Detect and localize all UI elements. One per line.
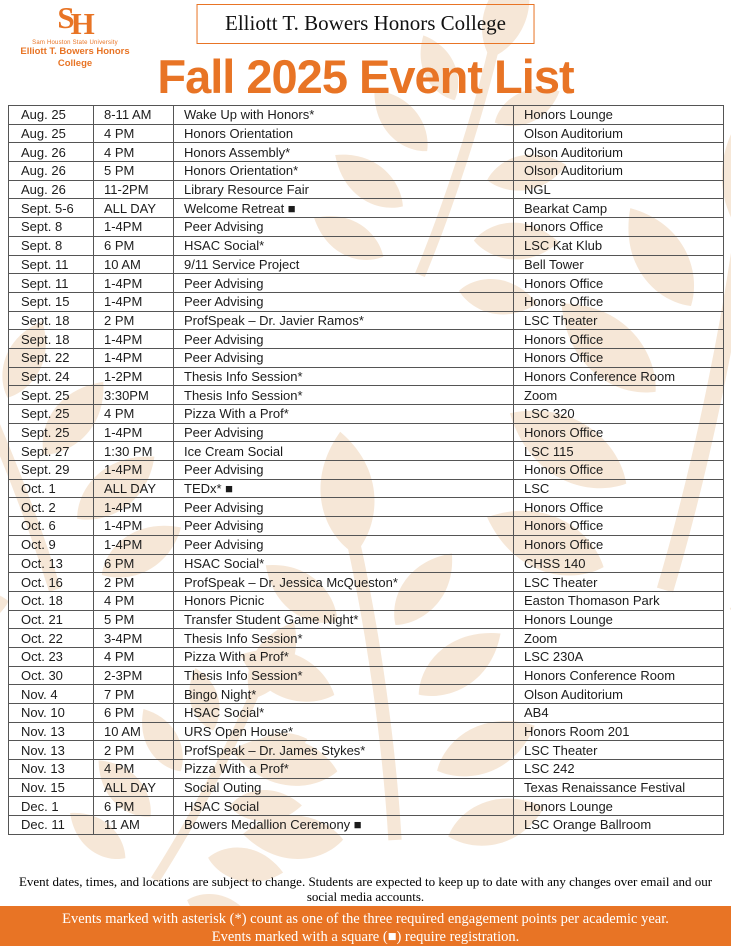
event-location: Honors Lounge <box>514 106 724 125</box>
event-event: Peer Advising <box>174 423 514 442</box>
table-row <box>9 106 724 125</box>
table-row <box>9 124 724 143</box>
event-location: LSC 230A <box>514 647 724 666</box>
event-event: Bowers Medallion Ceremony ■ <box>174 816 514 835</box>
event-location: Bell Tower <box>514 255 724 274</box>
table-row <box>9 797 724 816</box>
event-date: Sept. 8 <box>9 236 94 255</box>
event-date: Aug. 26 <box>9 180 94 199</box>
event-time: ALL DAY <box>94 199 174 218</box>
event-date: Sept. 8 <box>9 218 94 237</box>
event-event: Peer Advising <box>174 498 514 517</box>
event-event: Social Outing <box>174 778 514 797</box>
event-date: Oct. 16 <box>9 573 94 592</box>
event-date: Dec. 1 <box>9 797 94 816</box>
table-row <box>9 274 724 293</box>
table-row <box>9 405 724 424</box>
event-event: Welcome Retreat ■ <box>174 199 514 218</box>
event-event: Honors Assembly* <box>174 143 514 162</box>
event-location: Olson Auditorium <box>514 162 724 181</box>
event-date: Sept. 25 <box>9 405 94 424</box>
event-location: Zoom <box>514 629 724 648</box>
table-row <box>9 348 724 367</box>
event-date: Sept. 15 <box>9 292 94 311</box>
table-row <box>9 236 724 255</box>
event-date: Sept. 27 <box>9 442 94 461</box>
event-date: Oct. 9 <box>9 535 94 554</box>
event-date: Dec. 11 <box>9 816 94 835</box>
event-time: 6 PM <box>94 236 174 255</box>
event-date: Sept. 18 <box>9 330 94 349</box>
footer-banner <box>0 906 731 946</box>
table-row <box>9 330 724 349</box>
event-event: Honors Orientation <box>174 124 514 143</box>
logo-university-text: Sam Houston State University <box>32 40 118 46</box>
table-row <box>9 180 724 199</box>
event-event: Peer Advising <box>174 348 514 367</box>
event-date: Nov. 13 <box>9 760 94 779</box>
table-row <box>9 591 724 610</box>
event-time: 1-4PM <box>94 218 174 237</box>
event-location: Honors Conference Room <box>514 666 724 685</box>
table-row <box>9 143 724 162</box>
event-location: Honors Conference Room <box>514 367 724 386</box>
table-row <box>9 517 724 536</box>
event-event: Thesis Info Session* <box>174 629 514 648</box>
event-time: 1-4PM <box>94 348 174 367</box>
header <box>0 0 731 105</box>
event-time: 4 PM <box>94 405 174 424</box>
event-event: HSAC Social <box>174 797 514 816</box>
table-row <box>9 816 724 835</box>
table-row <box>9 685 724 704</box>
event-time: 6 PM <box>94 704 174 723</box>
table-row <box>9 666 724 685</box>
event-table <box>8 105 724 835</box>
event-location: Honors Office <box>514 274 724 293</box>
event-date: Nov. 13 <box>9 741 94 760</box>
event-time: 1-4PM <box>94 535 174 554</box>
event-location: Honors Office <box>514 517 724 536</box>
event-time: 1:30 PM <box>94 442 174 461</box>
event-date: Aug. 26 <box>9 143 94 162</box>
event-event: HSAC Social* <box>174 236 514 255</box>
event-time: 4 PM <box>94 143 174 162</box>
event-date: Nov. 4 <box>9 685 94 704</box>
event-time: 10 AM <box>94 722 174 741</box>
table-row <box>9 778 724 797</box>
event-time: 3-4PM <box>94 629 174 648</box>
event-date: Oct. 6 <box>9 517 94 536</box>
event-location: Bearkat Camp <box>514 199 724 218</box>
event-time: 7 PM <box>94 685 174 704</box>
event-time: 10 AM <box>94 255 174 274</box>
event-time: 1-4PM <box>94 461 174 480</box>
event-time: 1-4PM <box>94 423 174 442</box>
event-location: LSC Orange Ballroom <box>514 816 724 835</box>
event-location: Olson Auditorium <box>514 685 724 704</box>
event-location: Honors Office <box>514 461 724 480</box>
table-row <box>9 292 724 311</box>
table-row <box>9 479 724 498</box>
event-time: 11 AM <box>94 816 174 835</box>
event-time: 1-4PM <box>94 274 174 293</box>
table-row <box>9 741 724 760</box>
event-location: Honors Office <box>514 292 724 311</box>
disclaimer-text: Event dates, times, and locations are subject to change. Students are expected to keep up to date with any changes over email and our social media accounts. <box>18 874 713 904</box>
table-row <box>9 461 724 480</box>
event-date: Oct. 13 <box>9 554 94 573</box>
table-row <box>9 647 724 666</box>
event-time: 2 PM <box>94 573 174 592</box>
table-row <box>9 386 724 405</box>
event-event: ProfSpeak – Dr. James Stykes* <box>174 741 514 760</box>
table-row <box>9 610 724 629</box>
event-time: 3:30PM <box>94 386 174 405</box>
banner-line-square: Events marked with a square (■) require registration. <box>211 929 520 945</box>
event-date: Oct. 2 <box>9 498 94 517</box>
event-location: LSC Theater <box>514 573 724 592</box>
event-event: Peer Advising <box>174 292 514 311</box>
table-row <box>9 573 724 592</box>
table-row <box>9 367 724 386</box>
event-date: Sept. 29 <box>9 461 94 480</box>
event-location: LSC Theater <box>514 311 724 330</box>
event-location: Easton Thomason Park <box>514 591 724 610</box>
event-location: CHSS 140 <box>514 554 724 573</box>
event-location: Honors Office <box>514 348 724 367</box>
event-location: LSC 115 <box>514 442 724 461</box>
page-title: Fall 2025 Event List <box>157 50 574 103</box>
table-row <box>9 311 724 330</box>
college-name-box <box>196 4 535 44</box>
event-location: Honors Lounge <box>514 610 724 629</box>
event-location: Olson Auditorium <box>514 124 724 143</box>
event-date: Nov. 15 <box>9 778 94 797</box>
event-location: Honors Office <box>514 535 724 554</box>
event-event: Peer Advising <box>174 461 514 480</box>
event-event: Peer Advising <box>174 535 514 554</box>
event-event: Peer Advising <box>174 218 514 237</box>
event-date: Sept. 18 <box>9 311 94 330</box>
table-row <box>9 199 724 218</box>
event-time: 5 PM <box>94 610 174 629</box>
event-time: 4 PM <box>94 760 174 779</box>
event-location: LSC Theater <box>514 741 724 760</box>
event-time: ALL DAY <box>94 778 174 797</box>
event-event: 9/11 Service Project <box>174 255 514 274</box>
event-location: Zoom <box>514 386 724 405</box>
event-event: HSAC Social* <box>174 704 514 723</box>
banner-line-asterisk: Events marked with asterisk (*) count as one of the three required engagement points per academic year. <box>62 911 669 927</box>
table-row <box>9 722 724 741</box>
event-date: Nov. 10 <box>9 704 94 723</box>
table-row <box>9 629 724 648</box>
event-date: Oct. 30 <box>9 666 94 685</box>
event-event: ProfSpeak – Dr. Javier Ramos* <box>174 311 514 330</box>
event-time: 4 PM <box>94 647 174 666</box>
table-row <box>9 498 724 517</box>
event-time: 6 PM <box>94 797 174 816</box>
event-date: Sept. 11 <box>9 255 94 274</box>
event-date: Oct. 18 <box>9 591 94 610</box>
event-date: Aug. 25 <box>9 124 94 143</box>
logo-college-text-line2: College <box>57 57 93 69</box>
event-event: Thesis Info Session* <box>174 666 514 685</box>
table-row <box>9 760 724 779</box>
event-location: Honors Office <box>514 330 724 349</box>
event-event: ProfSpeak – Dr. Jessica McQueston* <box>174 573 514 592</box>
event-time: 2 PM <box>94 741 174 760</box>
event-event: Peer Advising <box>174 330 514 349</box>
event-event: Peer Advising <box>174 517 514 536</box>
event-date: Sept. 5-6 <box>9 199 94 218</box>
event-time: 11-2PM <box>94 180 174 199</box>
table-row <box>9 423 724 442</box>
event-event: Ice Cream Social <box>174 442 514 461</box>
event-event: Transfer Student Game Night* <box>174 610 514 629</box>
table-row <box>9 535 724 554</box>
event-location: LSC Kat Klub <box>514 236 724 255</box>
sh-logo-mark: SH <box>57 0 93 41</box>
event-date: Oct. 23 <box>9 647 94 666</box>
event-location: LSC 320 <box>514 405 724 424</box>
table-row <box>9 704 724 723</box>
event-date: Oct. 1 <box>9 479 94 498</box>
table-row <box>9 162 724 181</box>
college-name-text: Elliott T. Bowers Honors College <box>225 11 506 35</box>
event-event: Pizza With a Prof* <box>174 760 514 779</box>
event-event: Pizza With a Prof* <box>174 647 514 666</box>
event-event: Library Resource Fair <box>174 180 514 199</box>
event-time: 2-3PM <box>94 666 174 685</box>
event-location: Texas Renaissance Festival <box>514 778 724 797</box>
event-event: Bingo Night* <box>174 685 514 704</box>
event-event: URS Open House* <box>174 722 514 741</box>
event-time: 1-4PM <box>94 498 174 517</box>
event-event: TEDx* ■ <box>174 479 514 498</box>
event-location: AB4 <box>514 704 724 723</box>
event-location: Honors Office <box>514 218 724 237</box>
event-date: Nov. 13 <box>9 722 94 741</box>
event-event: HSAC Social* <box>174 554 514 573</box>
event-time: 1-4PM <box>94 330 174 349</box>
event-time: 4 PM <box>94 591 174 610</box>
event-date: Sept. 25 <box>9 423 94 442</box>
event-location: Olson Auditorium <box>514 143 724 162</box>
event-event: Peer Advising <box>174 274 514 293</box>
event-date: Oct. 21 <box>9 610 94 629</box>
event-date: Sept. 25 <box>9 386 94 405</box>
event-event: Wake Up with Honors* <box>174 106 514 125</box>
event-time: ALL DAY <box>94 479 174 498</box>
event-event: Thesis Info Session* <box>174 386 514 405</box>
table-row <box>9 442 724 461</box>
event-location: Honors Office <box>514 423 724 442</box>
logo-college-text-line1: Elliott T. Bowers Honors <box>20 46 130 57</box>
event-event: Pizza With a Prof* <box>174 405 514 424</box>
event-date: Sept. 11 <box>9 274 94 293</box>
event-location: Honors Room 201 <box>514 722 724 741</box>
event-location: Honors Office <box>514 498 724 517</box>
event-time: 1-2PM <box>94 367 174 386</box>
event-event: Honors Picnic <box>174 591 514 610</box>
event-time: 1-4PM <box>94 292 174 311</box>
event-location: LSC 242 <box>514 760 724 779</box>
event-time: 4 PM <box>94 124 174 143</box>
event-date: Sept. 24 <box>9 367 94 386</box>
event-time: 8-11 AM <box>94 106 174 125</box>
event-date: Aug. 26 <box>9 162 94 181</box>
event-event: Thesis Info Session* <box>174 367 514 386</box>
event-time: 6 PM <box>94 554 174 573</box>
event-date: Sept. 22 <box>9 348 94 367</box>
event-date: Aug. 25 <box>9 106 94 125</box>
table-row <box>9 255 724 274</box>
event-location: LSC <box>514 479 724 498</box>
event-event: Honors Orientation* <box>174 162 514 181</box>
event-time: 1-4PM <box>94 517 174 536</box>
event-date: Oct. 22 <box>9 629 94 648</box>
table-row <box>9 218 724 237</box>
event-time: 2 PM <box>94 311 174 330</box>
event-location: Honors Lounge <box>514 797 724 816</box>
event-location: NGL <box>514 180 724 199</box>
table-row <box>9 554 724 573</box>
event-time: 5 PM <box>94 162 174 181</box>
